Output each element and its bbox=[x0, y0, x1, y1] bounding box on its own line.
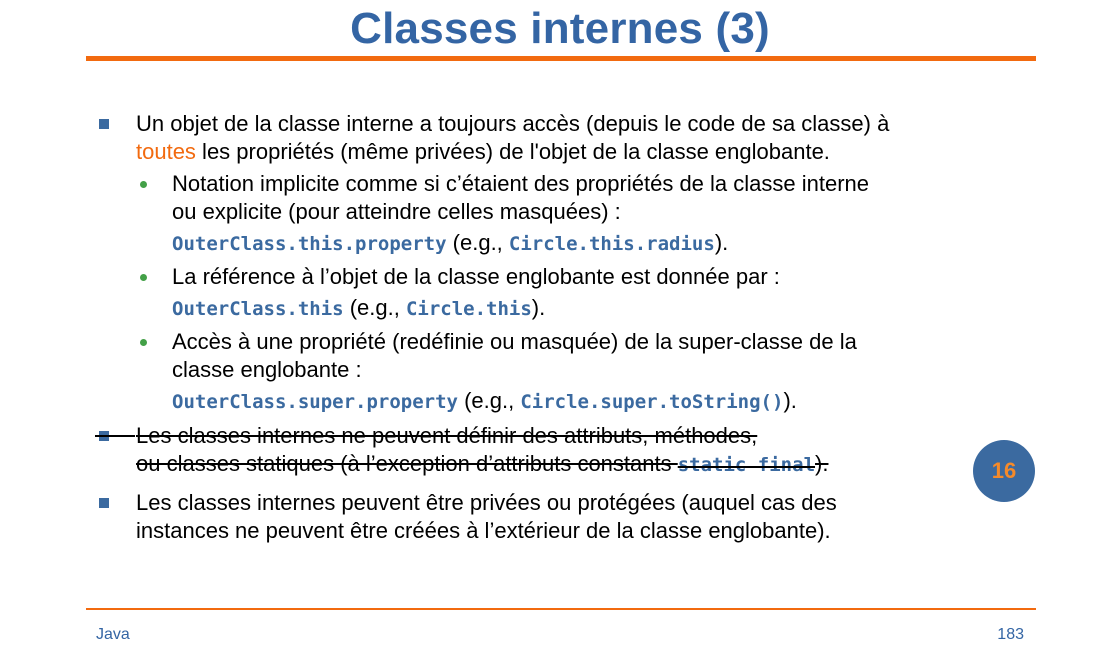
sub-bullet-notation: Notation implicite comme si c’étaient des propriétés de la classe interne ou explicite (pour atteindre celles masquées) : OuterClass.this.property (e.g., Circle.this.radius). bbox=[96, 170, 1036, 258]
square-bullet-icon bbox=[99, 119, 109, 129]
title-divider bbox=[86, 56, 1036, 61]
slide-title: Classes internes (3) bbox=[350, 4, 770, 53]
dot-bullet-icon bbox=[140, 181, 147, 188]
sub-bullet-reference: La référence à l’objet de la classe englobante est donnée par : OuterClass.this (e.g., Circle.this). bbox=[96, 263, 1036, 323]
code-snippet: Circle.super.toString() bbox=[520, 391, 784, 413]
sub-bullets bbox=[136, 170, 1036, 416]
dot-bullet-icon bbox=[140, 274, 147, 281]
code-snippet: Circle.this bbox=[405, 298, 532, 320]
struck-text: Les classes internes ne peuvent définir des attributs, méthodes, ou classes statiques (à l’exception d’attributs constants static final). bbox=[136, 423, 829, 476]
code-snippet: OuterClass.super.property bbox=[172, 391, 458, 413]
page-number: 183 bbox=[997, 626, 1024, 643]
code-snippet: OuterClass.this bbox=[172, 298, 344, 320]
dot-bullet-icon bbox=[140, 339, 147, 346]
square-bullet-icon bbox=[99, 431, 109, 441]
footer-divider bbox=[86, 608, 1036, 610]
bullet-visibility bbox=[96, 489, 1036, 545]
slide-content bbox=[96, 110, 1036, 551]
bullet-static-restriction bbox=[96, 422, 1036, 479]
highlight-word: toutes bbox=[136, 139, 196, 164]
code-snippet: OuterClass.this.property bbox=[172, 233, 447, 255]
sub-bullet-super: Accès à une propriété (redéfinie ou masquée) de la super-classe de la classe englobante : OuterClass.super.property (e.g., Circle.super.toString()). bbox=[96, 328, 1036, 416]
code-snippet: Circle.this.radius bbox=[508, 233, 715, 255]
annotation-badge: 16 bbox=[973, 440, 1035, 502]
bullet-access bbox=[96, 110, 1036, 416]
bullet-text: Un objet de la classe interne a toujours accès (depuis le code de sa classe) à toutes les propriétés (même privées) de l'objet de la classe englobante. bbox=[136, 111, 890, 164]
square-bullet-icon bbox=[99, 498, 109, 508]
footer-course-label: Java bbox=[96, 626, 130, 643]
bullet-text: Les classes internes peuvent être privées ou protégées (auquel cas des instances ne peuvent être créées à l’extérieur de la classe englobante). bbox=[136, 490, 837, 543]
code-snippet: static final bbox=[677, 454, 816, 476]
